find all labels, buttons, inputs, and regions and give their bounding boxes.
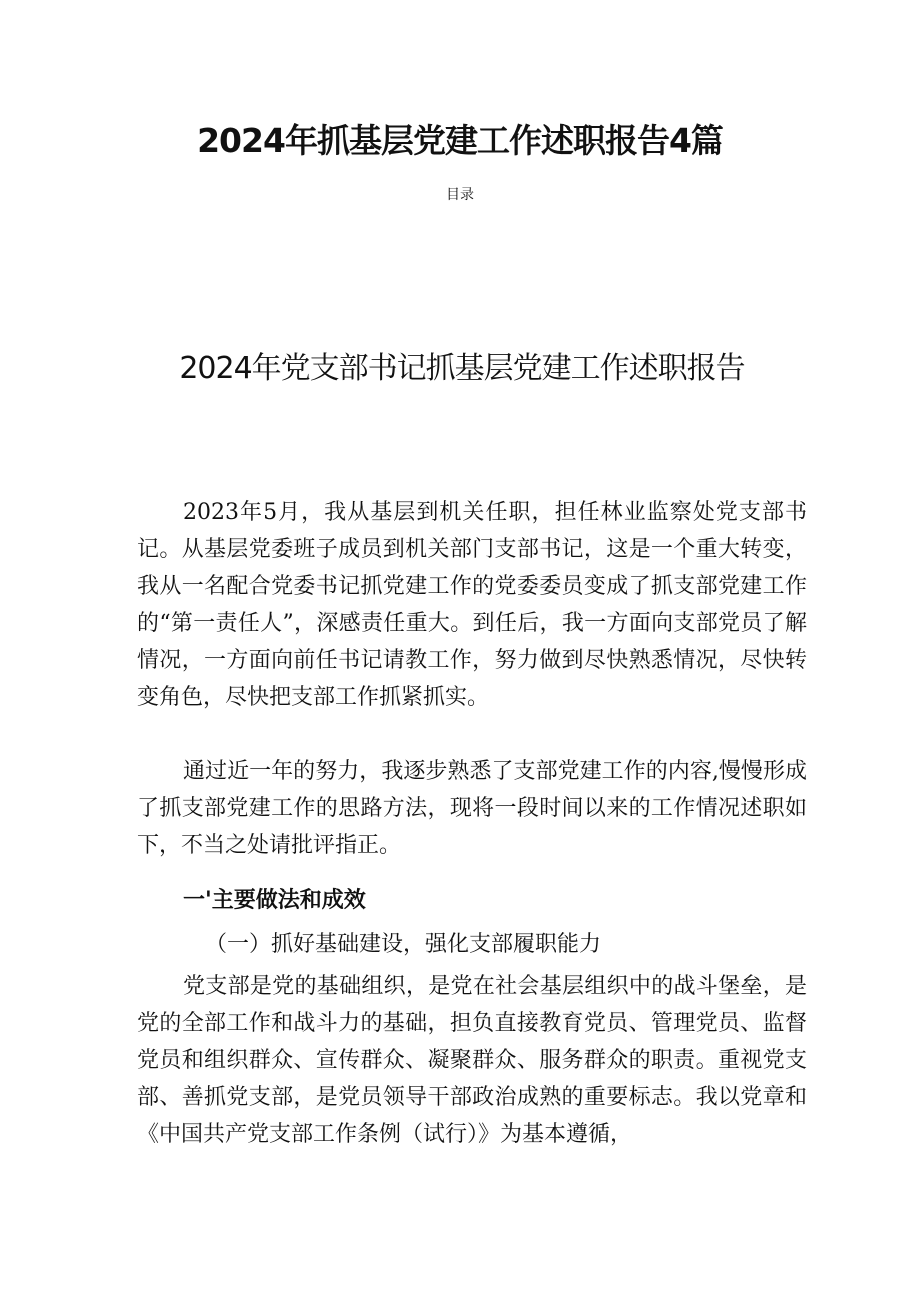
- paragraph-text: 2023年5月，我从基层到机关任职，担任林业监察处党支部书记。从基层党委班子成员到机关部门支部书记，这是一个重大转变，我从一名配合党委书记抓党建工作的党委委员变成了抓支部党建工作的“第一责任人”，深感责任重大。到任后，我一方面向支部党员了解情况，一方面向前任书记请教工作，努力做到尽快熟悉情况，尽快转变角色，尽快把支部工作抓紧抓实。: [137, 500, 807, 710]
- document-title: 2024年抓基层党建工作述职报告4篇: [197, 121, 723, 160]
- paragraph-text: 通过近一年的努力，我逐步熟悉了支部党建工作的内容,慢慢形成了抓支部党建工作的思路方法，现将一段时间以来的工作情况述职如下，不当之处请批评指正。: [137, 759, 807, 858]
- body-paragraph-summary: [137, 753, 807, 864]
- section-heading: 一'主要做法和成效: [183, 888, 366, 913]
- body-paragraph-intro: [137, 494, 807, 716]
- paragraph-text: 党支部是党的基础组织，是党在社会基层组织中的战斗堡垒，是党的全部工作和战斗力的基础，担负直接教育党员、管理党员、监督党员和组织群众、宣传群众、凝聚群众、服务群众的职责。重视党支部、善抓党支部，是党员领导干部政治成熟的重要标志。我以党章和《中国共产党支部工作条例（试行）》为基本遵循，: [137, 974, 807, 1147]
- article-title: 2024年党支部书记抓基层党建工作述职报告: [179, 351, 745, 386]
- table-of-contents-label: 目录: [446, 187, 474, 203]
- subsection-heading: （一）抓好基础建设，强化支部履职能力: [205, 932, 602, 957]
- body-paragraph-section: [137, 968, 807, 1153]
